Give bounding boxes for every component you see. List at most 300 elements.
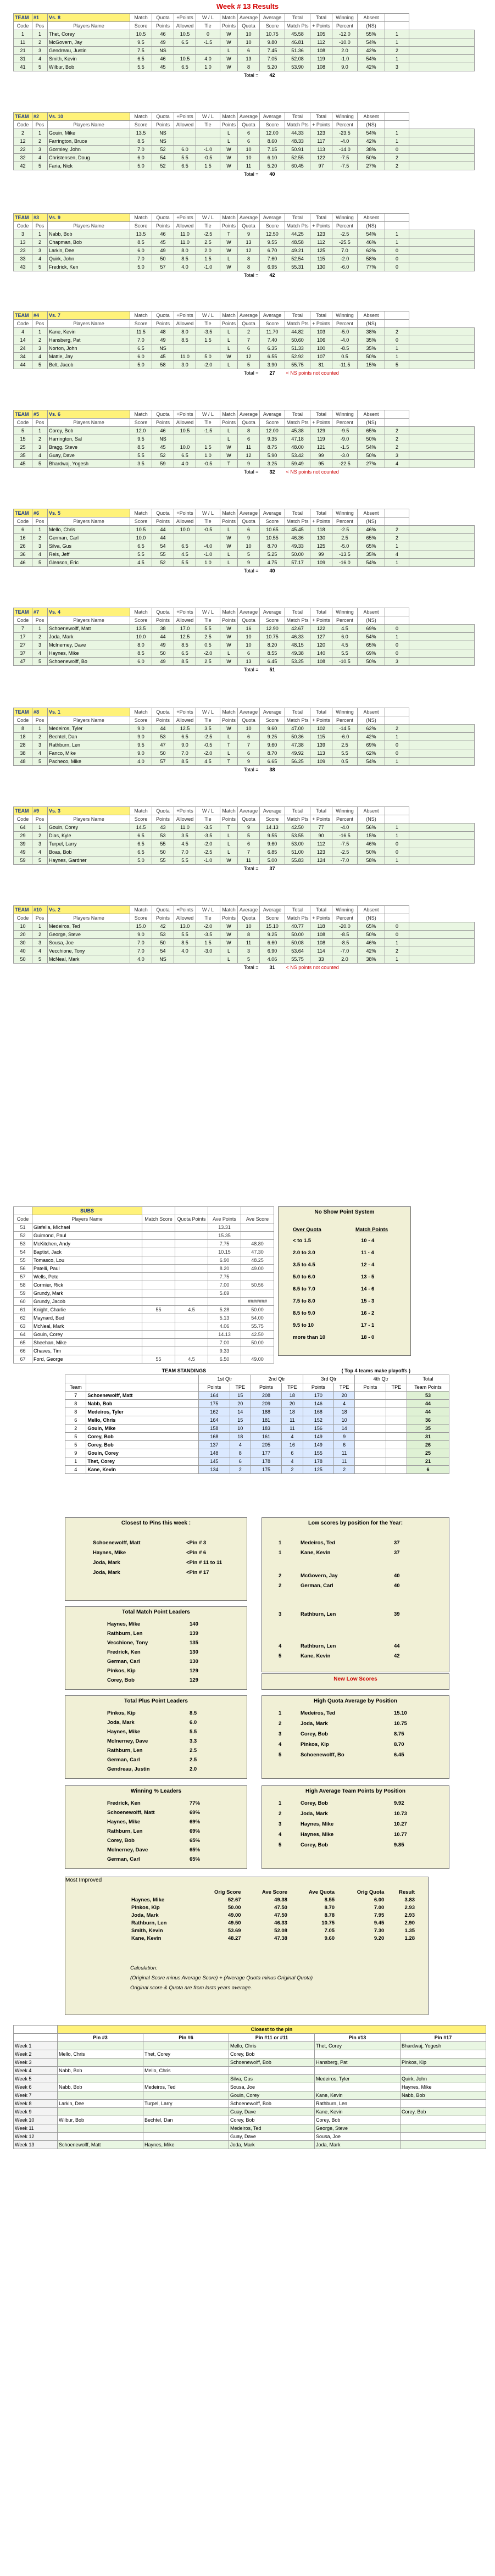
panel-value: 129: [190, 1668, 198, 1674]
player-stat: 44: [152, 633, 174, 641]
standings-team-name: Thet, Corey: [86, 1457, 199, 1466]
player-stat: W: [220, 641, 238, 649]
player-stat: [409, 840, 475, 848]
player-stat: 50: [14, 955, 32, 964]
spacer: [14, 666, 32, 674]
col-subheader: (NS): [358, 320, 385, 328]
standings-value: 178: [303, 1457, 333, 1466]
player-stat: L: [220, 427, 238, 435]
col-subheader: Percent: [332, 22, 358, 30]
player-name: Harrington, Sal: [48, 435, 130, 443]
standings-value: 15: [230, 1392, 251, 1400]
player-row: [14, 733, 475, 741]
player-name: Mello, Chris: [48, 526, 130, 534]
col-subheader: Score: [260, 616, 285, 625]
subs-row: [14, 1331, 274, 1339]
player-stat: 5: [32, 658, 48, 666]
player-stat: 13.0: [174, 922, 196, 931]
panel-value: 140: [190, 1621, 198, 1627]
col-header: Winning: [332, 807, 358, 815]
player-stat: 9.0: [130, 931, 152, 939]
spacer: [130, 271, 152, 280]
spacer: [196, 468, 220, 476]
col-header: Absent: [358, 906, 385, 914]
pins-header: Pin #11 or #11: [229, 2034, 315, 2042]
player-stat: T: [220, 230, 238, 238]
standings-value: 208: [251, 1392, 281, 1400]
player-name: George, Steve: [48, 931, 130, 939]
player-name: Corey, Bob: [48, 427, 130, 435]
col-subheader: Percent: [332, 716, 358, 725]
player-row: [14, 63, 475, 71]
standings-value: 170: [303, 1392, 333, 1400]
player-stat: 46: [14, 559, 32, 567]
spacer: [130, 468, 152, 476]
pins-winner: [143, 2133, 229, 2141]
player-row: [14, 856, 475, 865]
player-stat: W: [220, 542, 238, 550]
col-subheader: Points: [220, 716, 238, 725]
player-name: Larkin, Dee: [48, 247, 130, 255]
player-stat: 65%: [358, 641, 385, 649]
pins-winner: [315, 2083, 401, 2091]
player-stat: 42%: [358, 63, 385, 71]
player-row: [14, 162, 475, 170]
panel-winning: [65, 1785, 247, 1869]
player-stat: 9.60: [260, 741, 285, 749]
panel-name: Medeiros, Ted: [301, 1710, 336, 1716]
col-subheader: Players Name: [48, 22, 130, 30]
player-stat: 3.90: [260, 361, 285, 369]
player-stat: [196, 344, 220, 353]
player-stat: 2: [32, 931, 48, 939]
panel-position: 2: [279, 1583, 282, 1589]
pins-week: Week 1: [14, 2042, 58, 2050]
player-stat: [409, 328, 475, 336]
standings-value: 11: [333, 1449, 354, 1457]
player-stat: 1: [385, 832, 409, 840]
pins-winner: Bechtel, Dan: [143, 2116, 229, 2124]
player-row: [14, 633, 475, 641]
player-stat: 5.5: [130, 452, 152, 460]
col-header: W / L: [196, 14, 220, 22]
pins-winner: [315, 2050, 401, 2058]
subs-title: SUBS: [32, 1207, 142, 1215]
sub-stat: [142, 1281, 175, 1289]
player-stat: NS: [152, 137, 174, 146]
pins-winner: [401, 2133, 486, 2141]
player-stat: 90: [310, 832, 332, 840]
spacer: [32, 766, 48, 774]
sub-stat: [175, 1265, 208, 1273]
panel-value: 44: [394, 1643, 400, 1649]
sub-stat: 55: [142, 1306, 175, 1314]
standings-team-name: Gouin, Corey: [86, 1449, 199, 1457]
player-stat: 9.35: [260, 435, 285, 443]
col-subheader: Score: [260, 914, 285, 922]
player-stat: 38%: [358, 146, 385, 154]
player-stat: 10.5: [174, 427, 196, 435]
col-header: Winning: [332, 214, 358, 222]
player-stat: 15.10: [260, 922, 285, 931]
player-stat: 32: [14, 154, 32, 162]
sub-stat: [142, 1223, 175, 1232]
page-title: Week # 13 Results: [216, 2, 279, 10]
player-stat: 55.75: [285, 955, 310, 964]
player-stat: [409, 460, 475, 468]
spacer: [14, 468, 32, 476]
player-stat: 7: [14, 625, 32, 633]
player-stat: -2.0: [332, 255, 358, 263]
player-stat: 11.5: [130, 328, 152, 336]
spacer: [130, 170, 152, 179]
col-subheader: Pos: [32, 518, 48, 526]
player-stat: 9.80: [260, 38, 285, 47]
pins-winner: Schoenewolff, Bob: [229, 2100, 315, 2108]
col-subheader: Tie: [196, 914, 220, 922]
col-header: Quota: [152, 807, 174, 815]
pins-winner: Thet, Corey: [143, 2050, 229, 2058]
player-stat: -2.0: [196, 749, 220, 758]
player-stat: 5: [238, 955, 260, 964]
spacer: [130, 865, 152, 873]
standings-value: 2: [333, 1466, 354, 1474]
panel-position: 4: [279, 1742, 282, 1748]
col-subheader: Points: [152, 616, 174, 625]
panel-value: 5.5: [190, 1729, 197, 1735]
col-subheader: (NS): [358, 815, 385, 824]
standings-value: 53: [407, 1392, 449, 1400]
quarter-label: 1st Qtr: [199, 1375, 251, 1383]
player-stat: 115: [310, 255, 332, 263]
col-subheader: Quota: [238, 616, 260, 625]
player-stat: -16.5: [332, 832, 358, 840]
standings-value: 14: [333, 1425, 354, 1433]
col-subheader: Points: [152, 914, 174, 922]
no-show-points: 16 - 2: [361, 1310, 375, 1316]
most-improved-grid: [130, 1888, 416, 1942]
no-show-range: 8.5 to 9.0: [293, 1310, 315, 1316]
pins-winner: Gouin, Corey: [229, 2091, 315, 2100]
spacer: [174, 271, 196, 280]
subs-row: [14, 1306, 274, 1314]
col-subheader: Points: [152, 716, 174, 725]
col-subheader: Match Pts: [285, 222, 310, 230]
team-table: [13, 708, 475, 774]
player-stat: 5: [238, 550, 260, 559]
player-stat: 11: [238, 939, 260, 947]
col-subheader: [385, 914, 409, 922]
player-name: Silva, Gus: [48, 542, 130, 550]
col-header: Quota: [152, 214, 174, 222]
player-stat: 10: [238, 30, 260, 38]
col-subheader: Score: [130, 616, 152, 625]
spacer: [130, 964, 152, 972]
col-subheader: Score: [130, 320, 152, 328]
standings-value: 18: [282, 1408, 303, 1416]
mi-value: 46.33: [274, 1920, 287, 1926]
player-stat: 114: [310, 947, 332, 955]
panel-name: Schoenewolff, Bo: [301, 1752, 344, 1758]
mi-row: [130, 1904, 416, 1911]
player-stat: 35%: [358, 344, 385, 353]
mi-value: 9.60: [324, 1935, 335, 1941]
pins-winner: Nabb, Bob: [58, 2083, 143, 2091]
player-name: Vecchione, Tony: [48, 947, 130, 955]
mi-value: 48.27: [227, 1935, 241, 1941]
player-stat: 1: [385, 30, 409, 38]
mi-value: 7.05: [324, 1927, 335, 1934]
player-stat: 113: [310, 146, 332, 154]
spacer: [142, 1207, 175, 1215]
player-stat: 23: [14, 247, 32, 255]
col-header: Absent: [358, 113, 385, 121]
team-vs: Vs. 5: [48, 509, 130, 518]
standings-value: 175: [199, 1400, 230, 1408]
panel-name: Gendreau, Justin: [107, 1766, 150, 1772]
col-subheader: (NS): [358, 518, 385, 526]
panel-title: High Average Team Points by Position: [305, 1788, 405, 1794]
player-stat: -10.5: [332, 658, 358, 666]
player-stat: [409, 47, 475, 55]
player-stat: 1.0: [196, 559, 220, 567]
col-header: W / L: [196, 807, 220, 815]
col-subheader: + Points: [310, 121, 332, 129]
player-stat: 65%: [358, 542, 385, 550]
col-header: Total: [285, 14, 310, 22]
player-name: Turpel, Larry: [48, 840, 130, 848]
player-name: Dias, Kyle: [48, 832, 130, 840]
col-subheader: + Points: [310, 518, 332, 526]
player-stat: 9.55: [260, 238, 285, 247]
col-subheader: (NS): [358, 222, 385, 230]
col-header: W / L: [196, 509, 220, 518]
col-subheader: Points: [220, 22, 238, 30]
col-subheader: Score: [260, 222, 285, 230]
standings-value: 4: [230, 1441, 251, 1449]
player-stat: 8.5: [174, 336, 196, 344]
sub-stat: [142, 1289, 175, 1298]
player-stat: 9: [238, 460, 260, 468]
player-stat: 54%: [358, 758, 385, 766]
player-stat: 0: [385, 625, 409, 633]
player-stat: -3.5: [196, 328, 220, 336]
standings-value: 6: [65, 1416, 86, 1425]
col-subheader: Match Pts: [285, 121, 310, 129]
col-subheader: Percent: [332, 914, 358, 922]
standings-value: [355, 1416, 386, 1425]
player-stat: 8: [238, 255, 260, 263]
col-subheader: (NS): [358, 419, 385, 427]
pins-row: [14, 2091, 486, 2100]
spacer: [14, 71, 32, 80]
player-stat: 43: [152, 824, 174, 832]
total-note: [285, 666, 409, 674]
player-stat: 1: [385, 38, 409, 47]
player-stat: 0: [385, 848, 409, 856]
player-name: Kane, Kevin: [48, 328, 130, 336]
player-stat: L: [220, 550, 238, 559]
player-stat: 52: [152, 559, 174, 567]
player-stat: 7.0: [130, 947, 152, 955]
standings-row: [65, 1457, 449, 1466]
sub-name: Grundy, Mark: [32, 1289, 142, 1298]
player-stat: 6.5: [174, 649, 196, 658]
col-header: Average: [238, 14, 260, 22]
player-stat: 1: [32, 30, 48, 38]
sub-stat: [241, 1289, 274, 1298]
spacer: [174, 468, 196, 476]
player-stat: -2.5: [196, 848, 220, 856]
sub-stat: 9.33: [208, 1347, 241, 1355]
total-note: [285, 865, 409, 873]
player-stat: [409, 63, 475, 71]
standings-value: 25: [407, 1449, 449, 1457]
player-name: Gormley, John: [48, 146, 130, 154]
col-subheader: Code: [14, 815, 32, 824]
col-header: Average: [238, 509, 260, 518]
player-stat: [409, 534, 475, 542]
player-stat: 54: [152, 947, 174, 955]
spacer: [174, 964, 196, 972]
player-row: [14, 336, 475, 344]
panel-position: 2: [279, 1811, 282, 1817]
player-stat: 3.5: [196, 725, 220, 733]
sub-stat: [241, 1273, 274, 1281]
player-stat: 47: [14, 658, 32, 666]
panel-name: Rathburn, Len: [107, 1748, 143, 1754]
player-stat: 6.5: [130, 542, 152, 550]
spacer: [86, 1375, 199, 1383]
player-stat: 15: [14, 435, 32, 443]
player-stat: 4.75: [260, 559, 285, 567]
spacer: [14, 1207, 32, 1215]
panel-name: Corey, Bob: [301, 1800, 328, 1806]
col-subheader: (NS): [358, 616, 385, 625]
col-subheader: Quota: [238, 222, 260, 230]
pins-row: [14, 2067, 486, 2075]
col-header: Winning: [332, 509, 358, 518]
col-subheader: Score: [260, 22, 285, 30]
player-row: [14, 526, 475, 534]
player-stat: 48.33: [285, 137, 310, 146]
spacer: [196, 369, 220, 377]
panel-position: 3: [279, 1731, 282, 1737]
col-header: Average: [238, 214, 260, 222]
player-stat: 2.5: [332, 534, 358, 542]
standings-value: 205: [251, 1441, 281, 1449]
sub-stat: [241, 1232, 274, 1240]
col-header: Match: [220, 14, 238, 22]
player-row: [14, 625, 475, 633]
standings-value: 162: [199, 1408, 230, 1416]
standings-value: 6: [407, 1466, 449, 1474]
standings-value: 2: [65, 1425, 86, 1433]
col-header: [385, 214, 409, 222]
col-header: Average: [238, 113, 260, 121]
player-stat: [409, 947, 475, 955]
pins-week: Week 7: [14, 2091, 58, 2100]
spacer: [152, 964, 174, 972]
player-stat: 13.5: [130, 129, 152, 137]
standings-value: 26: [407, 1441, 449, 1449]
player-stat: 77: [310, 824, 332, 832]
sub-stat: [175, 1248, 208, 1256]
team-total: 42: [260, 71, 285, 80]
player-stat: 58%: [358, 255, 385, 263]
player-row: [14, 824, 475, 832]
player-stat: 12.0: [130, 427, 152, 435]
standings-value: 21: [407, 1457, 449, 1466]
player-stat: 5.5: [196, 625, 220, 633]
col-header: Match: [220, 906, 238, 914]
player-stat: 6.5: [174, 733, 196, 741]
player-stat: -7.5: [332, 162, 358, 170]
player-row: [14, 542, 475, 550]
col-subheader: + Points: [310, 716, 332, 725]
team-total: 27: [260, 369, 285, 377]
player-stat: 59.49: [285, 460, 310, 468]
panel-position: 4: [279, 1643, 282, 1649]
player-stat: 2: [385, 947, 409, 955]
player-stat: 13: [14, 238, 32, 247]
player-stat: 50%: [358, 848, 385, 856]
player-stat: 53: [152, 832, 174, 840]
player-stat: 108: [310, 658, 332, 666]
player-stat: T: [220, 460, 238, 468]
player-stat: 3: [385, 63, 409, 71]
calc-text: (Original Score minus Average Score) + (Average Quota minus Original Quota): [130, 1975, 313, 1981]
player-stat: 5.5: [174, 559, 196, 567]
col-subheader: Percent: [332, 616, 358, 625]
no-show-points: 12 - 4: [361, 1262, 375, 1268]
subs-header: Players Name: [32, 1215, 142, 1223]
col-subheader: + Points: [310, 222, 332, 230]
mi-value: 6.00: [374, 1896, 385, 1903]
player-stat: 45: [14, 460, 32, 468]
player-stat: 6.0: [130, 154, 152, 162]
panel-name: McGovern, Jay: [301, 1573, 338, 1579]
team-label: TEAM: [14, 311, 32, 320]
player-stat: W: [220, 856, 238, 865]
pins-winner: Guay, Dave: [229, 2108, 315, 2116]
sub-stat: [175, 1240, 208, 1248]
player-stat: 59: [14, 856, 32, 865]
standings-value: 6: [282, 1449, 303, 1457]
pins-week: Week 13: [14, 2141, 58, 2149]
player-row: [14, 30, 475, 38]
sub-name: Grundy, Jacob: [32, 1298, 142, 1306]
sub-name: Chaves, Tim: [32, 1347, 142, 1355]
mi-value: 7.00: [374, 1904, 385, 1911]
standings-value: 7: [65, 1392, 86, 1400]
mi-name: Smith, Kevin: [131, 1927, 163, 1934]
col-header: Quota: [152, 410, 174, 419]
player-stat: 46%: [358, 238, 385, 247]
player-row: [14, 137, 475, 146]
pins-winner: Mello, Chris: [229, 2042, 315, 2050]
subs-header: Quota Points: [175, 1215, 208, 1223]
col-header: Match: [220, 509, 238, 518]
player-stat: 122: [310, 625, 332, 633]
col-subheader: [385, 121, 409, 129]
player-stat: 5: [385, 361, 409, 369]
player-stat: [409, 733, 475, 741]
player-stat: 2: [32, 435, 48, 443]
sub-name: Cormier, Rick: [32, 1281, 142, 1289]
player-stat: 6.0: [174, 146, 196, 154]
sub-stat: 65: [14, 1339, 32, 1347]
